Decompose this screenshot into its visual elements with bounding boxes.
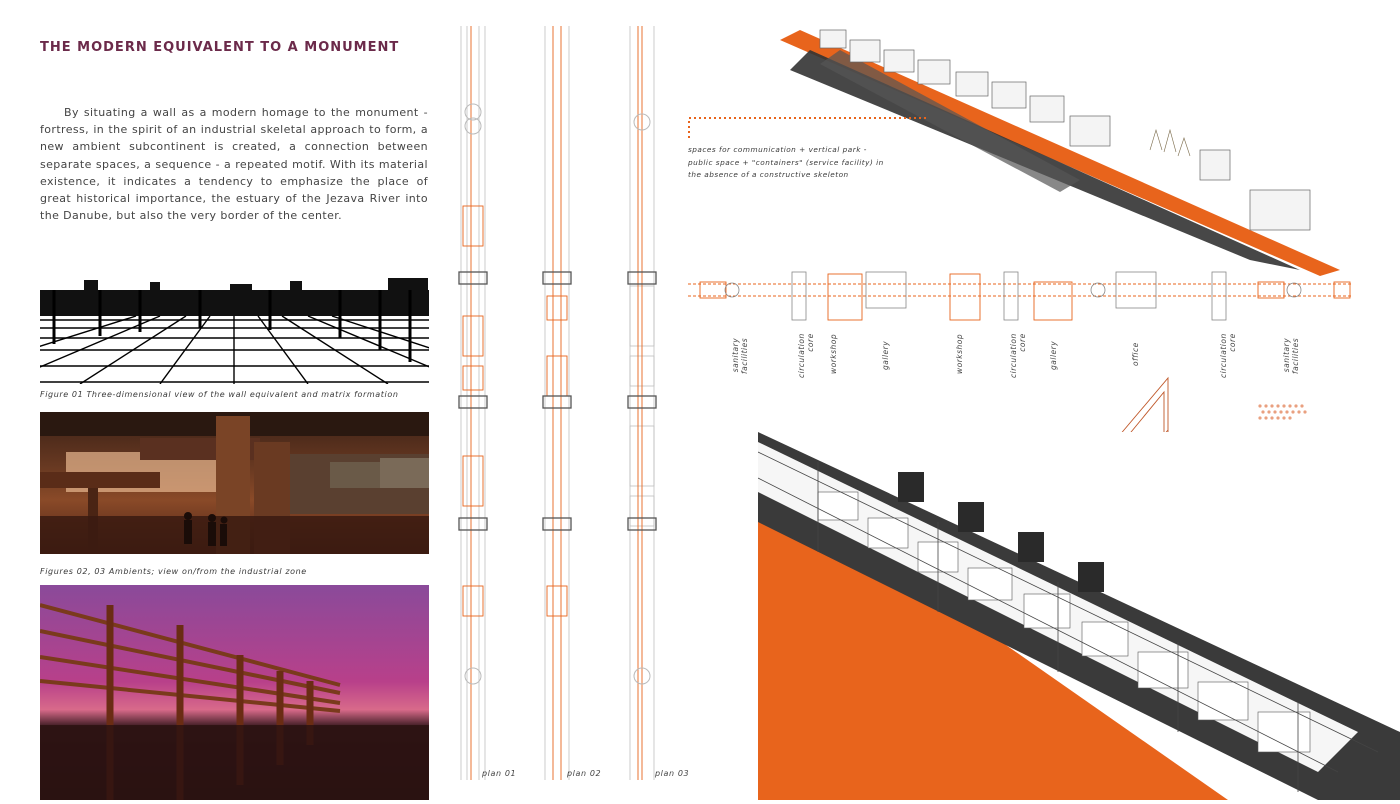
section-label-circulation-2: circulation core [1009,333,1027,378]
note-leader-line [688,116,928,138]
section-label-sanitary-1: sanitary facilities [731,337,749,374]
figure-0203-caption: Figures 02, 03 Ambients; view on/from the industrial zone [40,567,307,576]
page-title: THE MODERN EQUIVALENT TO A MONUMENT [40,40,400,55]
section-label-gallery-1: gallery [881,340,890,370]
section-label-workshop-2: workshop [955,333,964,374]
section-plan-strip [688,270,1352,322]
section-label-sanitary-2: sanitary facilities [1282,337,1300,374]
large-axonometric-drawing [758,432,1400,800]
section-label-circulation-3: circulation core [1219,333,1237,378]
figure-02-drawing [40,412,429,554]
intro-paragraph [40,104,428,224]
note-line-3: the absence of a constructive skeleton [688,170,849,179]
perforated-strip-sample [1256,402,1308,420]
figure-03-ambient [40,585,429,800]
section-label-office: office [1131,342,1140,366]
plan-01-drawing [457,26,489,780]
note-line-2: public space + "containers" (service facility) in [688,157,884,167]
section-label-circulation-1: circulation core [797,333,815,378]
note-line-1: spaces for communication + vertical park - [688,145,867,154]
figure-01-caption: Figure 01 Three-dimensional view of the wall equivalent and matrix formation [40,390,399,399]
figure-02-ambient [40,412,429,554]
plan-03-label: plan 03 [655,769,690,778]
plan-01-label: plan 01 [482,769,517,778]
figure-01-wireframe [40,278,429,384]
section-label-gallery-2: gallery [1049,340,1058,370]
figure-03-drawing [40,585,429,800]
intro-paragraph-text: By situating a wall as a modern homage to the monument - fortress, in the spirit of an industrial skeletal approach to form, a new ambient subcontinent is created, a connection between separate spaces, a sequence - a repeated motif. With its material existence, it indicates a tendency to emphasize the place of great historical importance, the estuary of the Jezava River into the Danube, but also the very border of the center. [40,106,428,223]
section-label-workshop-1: workshop [829,333,838,374]
plan-02-label: plan 02 [567,769,602,778]
plan-02-drawing [541,26,573,780]
annotation-note [688,144,898,182]
plan-03-drawing [626,26,658,780]
figure-01-drawing [40,278,429,384]
